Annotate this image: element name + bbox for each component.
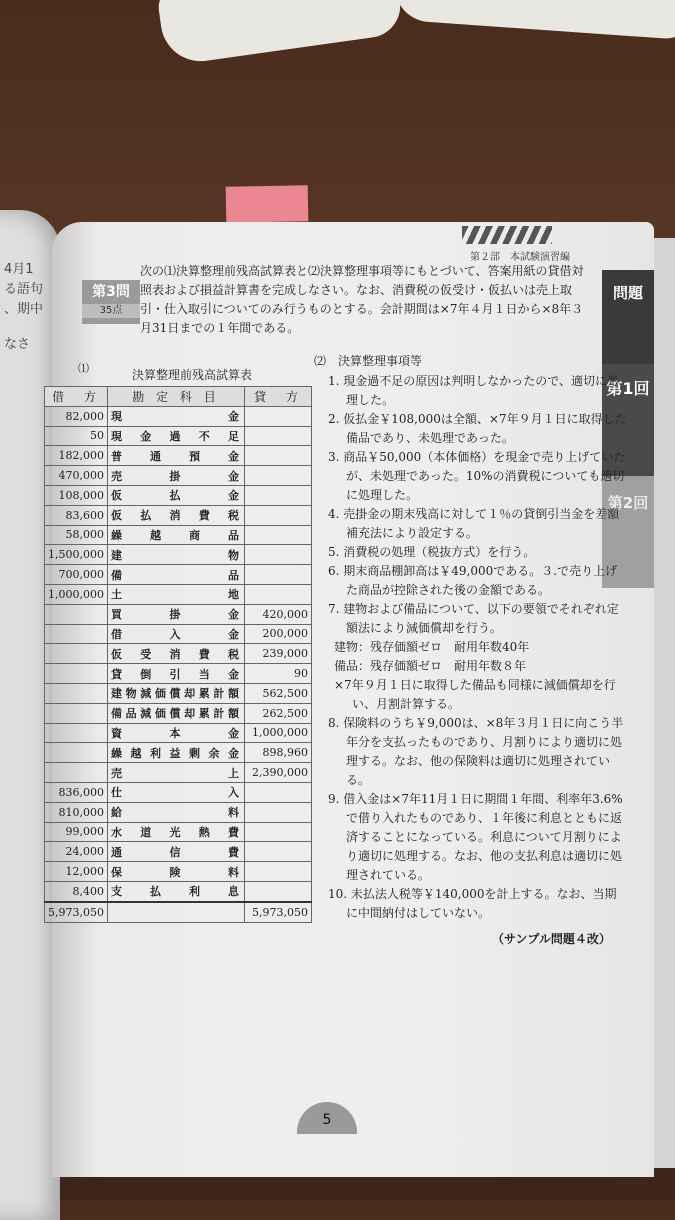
section-1-label: ⑴ <box>78 362 89 375</box>
credit-cell <box>244 505 311 525</box>
account-cell: 仮払消費税 <box>107 505 244 525</box>
adjustment-subitem: 備品：残存価額ゼロ 耐用年数８年 <box>334 659 527 673</box>
cloth <box>393 0 675 40</box>
account-cell: 普通預金 <box>107 446 244 466</box>
account-cell: 備品 <box>107 565 244 585</box>
question-points: 35点 <box>82 304 140 318</box>
debit-cell: 8,400 <box>45 881 108 901</box>
debit-cell <box>45 644 108 664</box>
source-note: （サンプル問題４改） <box>492 932 611 946</box>
adjustment-subitem: 建物：残存価額ゼロ 耐用年数40年 <box>334 640 530 654</box>
section-2-label: ⑵ 決算整理事項等 <box>314 354 423 368</box>
table-row <box>45 426 312 446</box>
credit-cell <box>244 565 311 585</box>
credit-cell <box>244 881 311 901</box>
table-row <box>45 604 312 624</box>
credit-cell <box>244 525 311 545</box>
credit-cell <box>244 466 311 486</box>
account-cell: 売上 <box>107 763 244 783</box>
table-row <box>45 466 312 486</box>
debit-cell <box>45 683 108 703</box>
total-credit: 5,973,050 <box>244 902 311 922</box>
total-row <box>45 902 312 922</box>
debit-cell <box>45 664 108 684</box>
debit-cell: 83,600 <box>45 505 108 525</box>
credit-cell: 420,000 <box>244 604 311 624</box>
left-page: 4月1 る語句 、期中 なさ <box>0 210 60 1220</box>
table-row <box>45 664 312 684</box>
debit-cell <box>45 723 108 743</box>
account-cell: 現金 <box>107 406 244 426</box>
adjustment-item: 2. 仮払金￥108,000は全額、×7年９月１日に取得した備品であり、未処理であった。 <box>328 412 627 445</box>
credit-cell: 239,000 <box>244 644 311 664</box>
adjustment-item: 6. 期末商品棚卸高は￥49,000である。３.で売り上げた商品が控除された後の金額である。 <box>328 564 618 597</box>
credit-cell: 562,500 <box>244 683 311 703</box>
cloth <box>156 0 405 66</box>
table-row <box>45 862 312 882</box>
debit-cell: 24,000 <box>45 842 108 862</box>
header-account: 勘 定 科 目 <box>107 387 244 407</box>
account-cell: 水道光熱費 <box>107 822 244 842</box>
credit-cell: 90 <box>244 664 311 684</box>
debit-cell: 99,000 <box>45 822 108 842</box>
account-cell: 借入金 <box>107 624 244 644</box>
credit-cell <box>244 802 311 822</box>
question-intro: 次の⑴決算整理前残高試算表と⑵決算整理事項等にもとづいて、答案用紙の貸借対照表および損益計算書を完成しなさい。なお、消費税の仮受け・仮払いは売上取引・仕入取引についてのみ行うものとする。会計期間は×7年４月１日から×8年３月31日までの１年間である。 <box>140 264 584 335</box>
table-row <box>45 802 312 822</box>
account-cell: 建物減価償却累計額 <box>107 683 244 703</box>
account-cell: 備品減価償却累計額 <box>107 703 244 723</box>
debit-cell <box>45 624 108 644</box>
account-cell: 保険料 <box>107 862 244 882</box>
question-label: 第3問 <box>92 284 130 300</box>
credit-cell <box>244 822 311 842</box>
table-row <box>45 842 312 862</box>
debit-cell: 1,500,000 <box>45 545 108 565</box>
account-cell: 現金過不足 <box>107 426 244 446</box>
account-cell: 仮払金 <box>107 485 244 505</box>
table-row <box>45 485 312 505</box>
header-stripes <box>462 226 552 244</box>
table-row <box>45 683 312 703</box>
credit-cell <box>244 584 311 604</box>
credit-cell <box>244 842 311 862</box>
table-row <box>45 584 312 604</box>
credit-cell <box>244 862 311 882</box>
total-account <box>107 902 244 922</box>
table-row <box>45 406 312 426</box>
table-row <box>45 881 312 901</box>
debit-cell: 1,000,000 <box>45 584 108 604</box>
adjustment-item: 4. 売掛金の期末残高に対して１％の貸倒引当金を差額補充法により設定する。 <box>328 507 620 540</box>
adjustment-item: 10. 未払法人税等￥140,000を計上する。なお、当期に中間納付はしていない。 <box>328 887 617 920</box>
adjustment-list <box>328 372 628 923</box>
debit-cell: 836,000 <box>45 782 108 802</box>
debit-cell: 82,000 <box>45 406 108 426</box>
account-cell: 土地 <box>107 584 244 604</box>
adjustment-item: 5. 消費税の処理（税抜方式）を行う。 <box>328 545 536 559</box>
debit-cell: 12,000 <box>45 862 108 882</box>
credit-cell <box>244 485 311 505</box>
book-page <box>48 222 654 1177</box>
debit-cell <box>45 763 108 783</box>
debit-cell: 700,000 <box>45 565 108 585</box>
page-number: 5 <box>297 1102 357 1134</box>
table-row <box>45 565 312 585</box>
header-debit: 借 方 <box>45 387 108 407</box>
table-row <box>45 446 312 466</box>
adjustment-item: 7. 建物および備品について、以下の要領でそれぞれ定額法により減価償却を行う。 <box>328 602 619 635</box>
account-cell: 仕入 <box>107 782 244 802</box>
side-tab-round2: 第2回 <box>602 476 654 588</box>
account-cell: 通信費 <box>107 842 244 862</box>
adjustment-item: 1. 現金過不足の原因は判明しなかったので、適切に処理した。 <box>328 374 620 407</box>
sticky-note <box>226 185 309 222</box>
debit-cell: 182,000 <box>45 446 108 466</box>
account-cell: 給料 <box>107 802 244 822</box>
credit-cell: 2,390,000 <box>244 763 311 783</box>
question-badge <box>82 280 140 324</box>
debit-cell: 58,000 <box>45 525 108 545</box>
credit-cell: 262,500 <box>244 703 311 723</box>
debit-cell: 50 <box>45 426 108 446</box>
account-cell: 貸倒引当金 <box>107 664 244 684</box>
credit-cell <box>244 426 311 446</box>
header-credit: 貸 方 <box>244 387 311 407</box>
adjustment-item: 3. 商品￥50,000（本体価格）を現金で売り上げていたが、未処理であった。10%の消費税についても適切に処理した。 <box>328 450 626 502</box>
debit-cell: 108,000 <box>45 485 108 505</box>
table-row <box>45 525 312 545</box>
trial-balance-title: 決算整理前残高試算表 <box>132 368 253 382</box>
debit-cell <box>45 743 108 763</box>
adjustment-item: 9. 借入金は×7年11月１日に期間１年間、利率年3.6%で借り入れたものであり、１年後に利息とともに返済することになっている。利息について月割りにより適切に処理する。なお、他の支払利息は適切に処理されている。 <box>328 792 623 882</box>
credit-cell: 1,000,000 <box>244 723 311 743</box>
total-debit: 5,973,050 <box>45 902 108 922</box>
credit-cell: 898,960 <box>244 743 311 763</box>
account-cell: 仮受消費税 <box>107 644 244 664</box>
debit-cell <box>45 703 108 723</box>
debit-cell <box>45 604 108 624</box>
account-cell: 建物 <box>107 545 244 565</box>
table-row <box>45 624 312 644</box>
credit-cell: 200,000 <box>244 624 311 644</box>
side-tab-round1: 第1回 <box>602 364 654 482</box>
trial-balance-table <box>44 386 312 923</box>
account-cell: 繰越商品 <box>107 525 244 545</box>
table-row <box>45 703 312 723</box>
debit-cell: 470,000 <box>45 466 108 486</box>
table-row <box>45 763 312 783</box>
page-header: 第２部 本試験演習編 <box>470 252 570 263</box>
table-row <box>45 505 312 525</box>
table-row <box>45 822 312 842</box>
table-row <box>45 743 312 763</box>
credit-cell <box>244 446 311 466</box>
credit-cell <box>244 545 311 565</box>
table-row <box>45 644 312 664</box>
debit-cell: 810,000 <box>45 802 108 822</box>
credit-cell <box>244 406 311 426</box>
account-cell: 支払利息 <box>107 881 244 901</box>
adjustment-item: 8. 保険料のうち￥9,000は、×8年３月１日に向こう半年分を支払ったものであり、月割りにより適切に処理する。なお、他の保険料は適切に処理されている。 <box>328 716 624 787</box>
account-cell: 売掛金 <box>107 466 244 486</box>
side-tab-problem: 問題 <box>602 270 654 364</box>
credit-cell <box>244 782 311 802</box>
table-row <box>45 545 312 565</box>
account-cell: 買掛金 <box>107 604 244 624</box>
table-row <box>45 782 312 802</box>
table-row <box>45 723 312 743</box>
account-cell: 資本金 <box>107 723 244 743</box>
account-cell: 繰越利益剰余金 <box>107 743 244 763</box>
adjustment-subitem: ×7年９月１日に取得した備品も同様に減価償却を行い、月割計算する。 <box>334 678 616 711</box>
